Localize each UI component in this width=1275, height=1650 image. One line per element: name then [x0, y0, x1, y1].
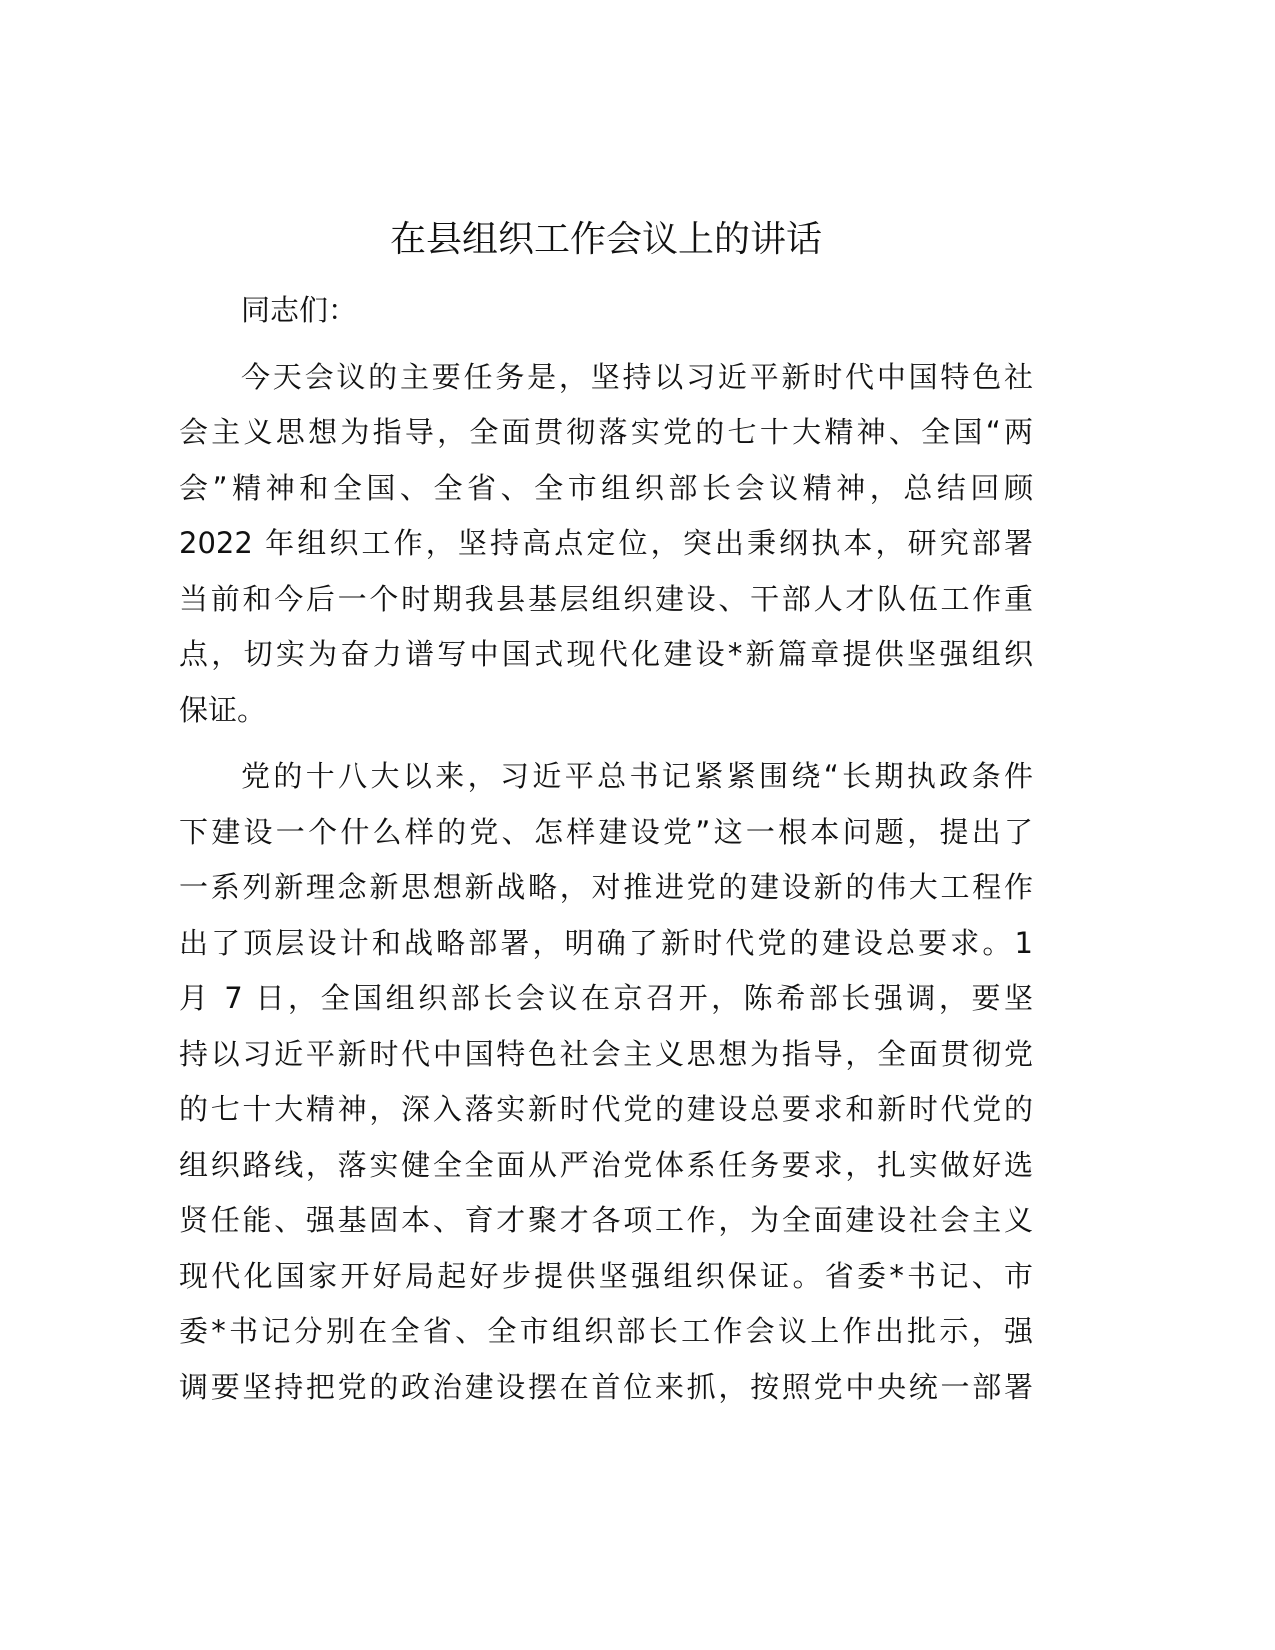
paragraph-line: 2022 年组织工作，坚持高点定位，突出秉纲执本，研究部署 — [179, 526, 1033, 560]
paragraph-line: 持以习近平新时代中国特色社会主义思想为指导，全面贯彻党 — [179, 1036, 1033, 1071]
paragraph-line: 保证。 — [179, 692, 267, 727]
paragraph-line: 委*书记分别在全省、全市组织部长工作会议上作出批示，强 — [179, 1314, 1033, 1348]
paragraph-line: 今天会议的主要任务是，坚持以习近平新时代中国特色社 — [241, 359, 1033, 394]
paragraph-line: 贤任能、强基固本、育才聚才各项工作，为全面建设社会主义 — [179, 1203, 1033, 1237]
paragraph-line: 当前和今后一个时期我县基层组织建设、干部人才队伍工作重 — [179, 581, 1033, 616]
paragraph-line: 组织路线，落实健全全面从严治党体系任务要求，扎实做好选 — [179, 1147, 1033, 1182]
paragraph-line: 现代化国家开好局起好步提供坚强组织保证。省委*书记、市 — [179, 1258, 1033, 1293]
paragraph — [179, 749, 1033, 1415]
salutation-paragraph — [179, 283, 1033, 339]
paragraph-line: 党的十八大以来，习近平总书记紧紧围绕“长期执政条件 — [241, 759, 1033, 793]
salutation: 同志们： — [241, 293, 358, 327]
paragraph — [179, 350, 1033, 739]
paragraph-line: 会主义思想为指导，全面贯彻落实党的七十大精神、全国“两 — [179, 415, 1033, 449]
paragraph-line: 点，切实为奋力谱写中国式现代化建设*新篇章提供坚强组织 — [179, 637, 1033, 671]
document-title: 在县组织工作会议上的讲话 — [389, 219, 822, 260]
paragraph-line: 会”精神和全国、全省、全市组织部长会议精神，总结回顾 — [179, 470, 1033, 505]
paragraph-line: 月 7 日，全国组织部长会议在京召开，陈希部长强调，要坚 — [179, 981, 1033, 1015]
document-body — [179, 283, 1033, 1426]
paragraph-line: 调要坚持把党的政治建设摆在首位来抓，按照党中央统一部署 — [179, 1369, 1033, 1404]
paragraph-line: 的七十大精神，深入落实新时代党的建设总要求和新时代党的 — [179, 1092, 1033, 1126]
paragraph-line: 一系列新理念新思想新战略，对推进党的建设新的伟大工程作 — [179, 870, 1033, 904]
paragraph-line: 下建设一个什么样的党、怎样建设党”这一根本问题，提出了 — [179, 814, 1033, 849]
paragraph-line: 出了顶层设计和战略部署，明确了新时代党的建设总要求。1 — [179, 925, 1033, 960]
